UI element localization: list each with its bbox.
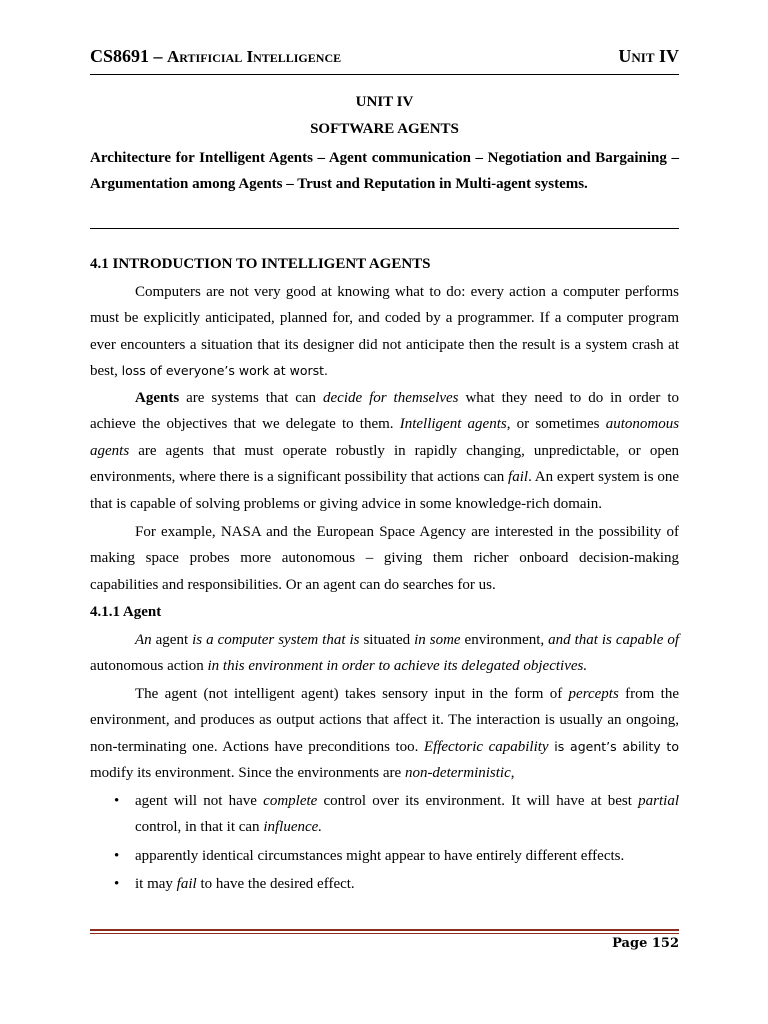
bullet-icon: • xyxy=(114,847,120,864)
consequences-list xyxy=(90,788,679,898)
agent-paragraph: The agent (not intelligent agent) takes sensory input in the form of percepts from the environment, and produces as output actions that affect it. The interaction is usually an ongoing, non-terminating one. Actions have preconditions too. Effectoric capability is agent’s ability to modify its environment. Since the environments are non-deterministic, xyxy=(90,686,679,782)
bullet-icon: • xyxy=(114,876,120,893)
section-heading-4-1: 4.1 INTRODUCTION TO INTELLIGENT AGENTS xyxy=(90,256,431,272)
agent-definition: An agent is a computer system that is situated in some environment, and that is capable of autonomous action in this environment in order to achieve its delegated objectives. xyxy=(90,632,679,675)
syllabus-summary: Architecture for Intelligent Agents – Agent communication – Negotiation and Bargaining – Argumentation among Agents – Trust and Reputation in Multi-agent systems. xyxy=(90,150,679,192)
intro-paragraph: Computers are not very good at knowing what to do: every action a computer performs must be explicitly anticipated, planned for, and coded by a programmer. If a computer program ever encounters a situation that its designer did not anticipate then the result is a system crash at best, loss of everyone’s work at worst. xyxy=(90,284,679,380)
footer-rule xyxy=(90,929,679,931)
header-unit-label: Unit IV xyxy=(618,46,679,66)
page-number: Page 152 xyxy=(612,936,679,951)
unit-title: UNIT IV xyxy=(355,94,414,110)
footer-rule xyxy=(90,933,679,934)
divider xyxy=(90,228,679,229)
list-item: • apparently identical circumstances might appear to have entirely different effects. xyxy=(90,843,679,869)
page-header xyxy=(90,44,679,75)
topic-title: SOFTWARE AGENTS xyxy=(310,121,459,137)
list-item: • it may fail to have the desired effect. xyxy=(90,871,679,897)
agents-paragraph: Agents are systems that can decide for themselves what they need to do in order to achieve the objectives that we delegate to them. Intelligent agents, or sometimes autonomous agents are agents that must operate robustly in rapidly changing, unpredictable, or open environments, where there is a significant possibility that actions can fail. An expert system is one that is capable of solving problems or giving advice in some knowledge-rich domain. xyxy=(90,390,680,512)
example-paragraph: For example, NASA and the European Space Agency are interested in the possibility of making space probes more autonomous – giving them richer onboard decision-making capabilities and responsibilities. Or an agent can do searches for us. xyxy=(90,524,679,593)
list-item: • agent will not have complete control over its environment. It will have at best partial control, in that it can influence. xyxy=(90,788,679,841)
course-title: CS8691 – Artificial Intelligence xyxy=(90,46,342,66)
section-heading-4-1-1: 4.1.1 Agent xyxy=(90,604,162,620)
bullet-icon: • xyxy=(114,793,120,809)
